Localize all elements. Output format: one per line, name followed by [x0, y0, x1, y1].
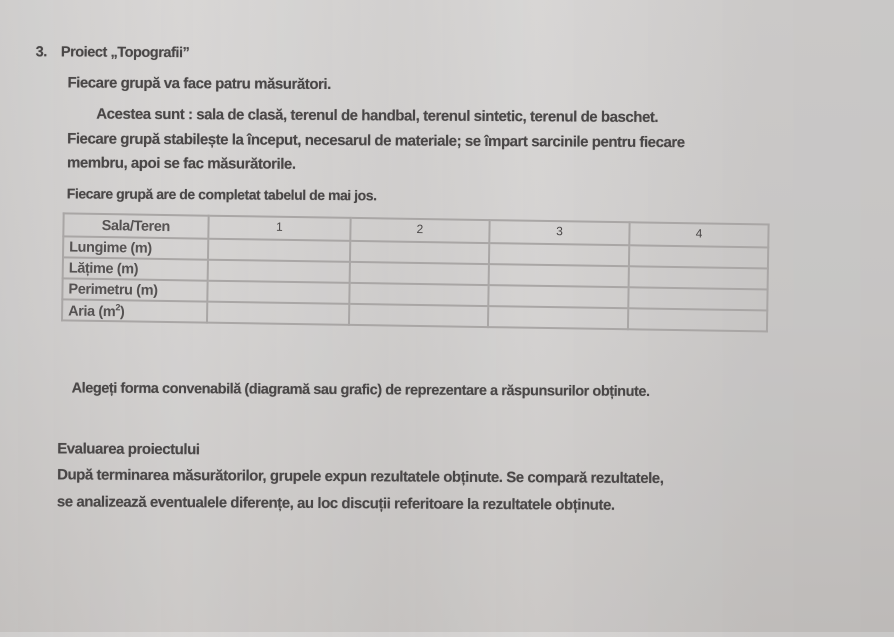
cell-area-1: [207, 302, 349, 325]
cell-length-4: [629, 245, 768, 268]
area-unit-exponent: 2: [115, 301, 121, 312]
evaluation-line-2: se analizează eventualele diferențe, au loc discuții referitoare la rezultatele obținute.: [56, 493, 615, 514]
header-col-2: 2: [350, 218, 489, 243]
cell-width-2: [349, 262, 488, 285]
intro-line-1: Fiecare grupă va face patru măsurători.: [67, 74, 331, 94]
area-label-suffix: ): [119, 303, 125, 320]
cell-area-4: [628, 308, 767, 331]
cell-length-3: [489, 243, 629, 266]
project-title-text: Proiect „Topografii”: [60, 44, 190, 62]
row-label-perimeter: Perimetru (m): [62, 278, 207, 301]
cell-perimeter-3: [488, 285, 628, 308]
header-col-1: 1: [208, 216, 350, 241]
cell-width-3: [488, 264, 628, 287]
cell-width-1: [207, 260, 349, 283]
intro-line-3: Fiecare grupă stabilește la început, necesarul de materiale; se împart sarcinile pentru fiecare: [67, 130, 685, 152]
cell-length-2: [350, 241, 489, 264]
header-col-3: 3: [489, 220, 629, 245]
row-label-area: [62, 299, 207, 322]
measurements-table: [61, 212, 770, 332]
cell-perimeter-1: [207, 281, 349, 304]
representation-instruction: Alegeți forma convenabilă (diagramă sau grafic) de reprezentare a răspunsurilor obținute.: [71, 380, 650, 400]
row-label-length: Lungime (m): [63, 236, 208, 259]
cell-perimeter-2: [349, 283, 488, 306]
cell-length-1: [208, 239, 350, 262]
header-col-4: 4: [629, 222, 768, 247]
table-instruction: Fiecare grupă are de completat tabelul de mai jos.: [66, 185, 377, 204]
intro-line-2: Acestea sunt : sala de clasă, terenul de handbal, terenul sintetic, terenul de baschet.: [96, 105, 659, 127]
cell-perimeter-4: [628, 287, 767, 310]
evaluation-heading: Evaluarea proiectului: [57, 440, 200, 459]
cell-area-3: [488, 306, 628, 329]
row-label-width: Lățime (m): [63, 257, 208, 280]
evaluation-line-1: După terminarea măsurătorilor, grupele expun rezultatele obținute. Se compară rezultatele,: [57, 466, 664, 488]
cell-width-4: [628, 266, 767, 289]
project-title: [36, 44, 190, 61]
cell-area-2: [349, 304, 488, 327]
header-label-cell: Sala/Teren: [63, 213, 208, 238]
intro-line-4: membru, apoi se fac măsurătorile.: [66, 154, 296, 173]
area-label-text: Aria (m: [68, 302, 116, 320]
section-number: 3.: [35, 44, 47, 61]
